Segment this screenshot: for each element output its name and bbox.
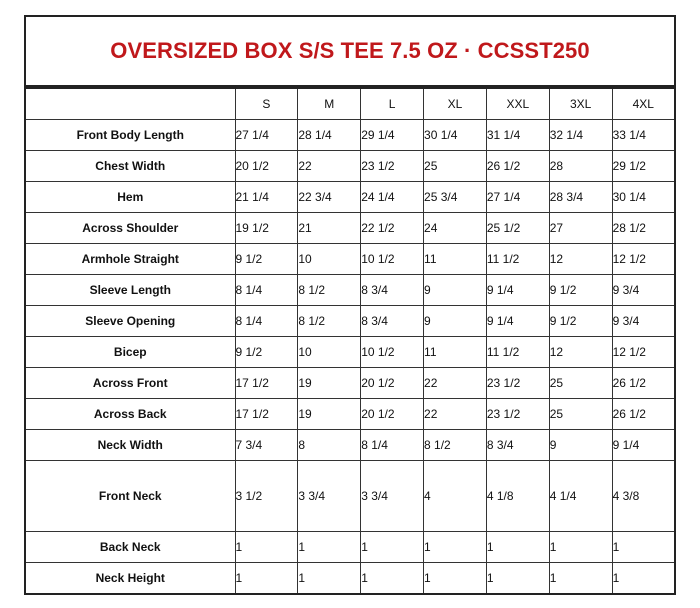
measurement-value: 8 1/2 (298, 306, 361, 337)
measurement-value: 25 1/2 (486, 213, 549, 244)
measurement-value: 22 (424, 399, 487, 430)
measurement-value: 9 1/4 (486, 275, 549, 306)
measurement-value: 12 (549, 244, 612, 275)
measurement-value: 22 (298, 151, 361, 182)
title-box (24, 15, 676, 87)
measurement-value: 12 (549, 337, 612, 368)
measurement-label: Across Back (25, 399, 235, 430)
measurement-value: 22 (424, 368, 487, 399)
measurement-label: Bicep (25, 337, 235, 368)
measurement-value: 9 3/4 (612, 306, 675, 337)
table-row (25, 275, 675, 306)
measurement-value: 9 1/2 (549, 275, 612, 306)
measurement-value: 29 1/2 (612, 151, 675, 182)
measurement-value: 28 (549, 151, 612, 182)
table-row (25, 461, 675, 532)
measurement-value: 10 1/2 (361, 337, 424, 368)
measurement-value: 8 1/2 (298, 275, 361, 306)
measurement-value: 32 1/4 (549, 120, 612, 151)
measurement-value: 25 (424, 151, 487, 182)
measurement-value: 26 1/2 (612, 399, 675, 430)
measurement-label: Hem (25, 182, 235, 213)
measurement-value: 10 (298, 244, 361, 275)
measurement-value: 22 1/2 (361, 213, 424, 244)
measurement-value: 28 1/4 (298, 120, 361, 151)
table-row (25, 337, 675, 368)
measurement-value: 1 (424, 563, 487, 595)
measurement-value: 27 (549, 213, 612, 244)
measurement-label: Across Shoulder (25, 213, 235, 244)
size-header: L (361, 88, 424, 120)
measurement-label: Chest Width (25, 151, 235, 182)
measurement-value: 4 (424, 461, 487, 532)
measurement-value: 17 1/2 (235, 368, 298, 399)
measurement-value: 27 1/4 (235, 120, 298, 151)
size-header: S (235, 88, 298, 120)
measurement-value: 3 3/4 (361, 461, 424, 532)
size-chart-table (24, 87, 676, 595)
measurement-value: 9 1/4 (612, 430, 675, 461)
measurement-value: 1 (486, 532, 549, 563)
measurement-value: 29 1/4 (361, 120, 424, 151)
measurement-value: 9 1/2 (235, 337, 298, 368)
measurement-value: 31 1/4 (486, 120, 549, 151)
measurement-value: 10 1/2 (361, 244, 424, 275)
measurement-value: 1 (235, 563, 298, 595)
measurement-value: 9 1/2 (549, 306, 612, 337)
measurement-value: 25 3/4 (424, 182, 487, 213)
table-row (25, 399, 675, 430)
measurement-value: 9 1/4 (486, 306, 549, 337)
measurement-value: 8 1/4 (235, 306, 298, 337)
measurement-value: 3 3/4 (298, 461, 361, 532)
measurement-label: Front Body Length (25, 120, 235, 151)
measurement-value: 9 (424, 306, 487, 337)
measurement-value: 24 1/4 (361, 182, 424, 213)
measurement-value: 21 (298, 213, 361, 244)
measurement-value: 1 (298, 563, 361, 595)
measurement-value: 1 (612, 532, 675, 563)
measurement-value: 12 1/2 (612, 244, 675, 275)
measurement-value: 19 (298, 368, 361, 399)
measurement-value: 28 3/4 (549, 182, 612, 213)
measurement-value: 8 1/4 (361, 430, 424, 461)
measurement-value: 1 (361, 563, 424, 595)
measurement-value: 8 3/4 (361, 275, 424, 306)
measurement-value: 24 (424, 213, 487, 244)
measurement-value: 11 (424, 337, 487, 368)
measurement-value: 9 1/2 (235, 244, 298, 275)
measurement-value: 28 1/2 (612, 213, 675, 244)
measurement-value: 20 1/2 (361, 399, 424, 430)
measurement-value: 3 1/2 (235, 461, 298, 532)
measurement-value: 8 3/4 (486, 430, 549, 461)
measurement-label: Sleeve Length (25, 275, 235, 306)
measurement-value: 1 (549, 532, 612, 563)
measurement-value: 27 1/4 (486, 182, 549, 213)
measurement-value: 1 (486, 563, 549, 595)
measurement-value: 20 1/2 (361, 368, 424, 399)
measurement-value: 11 1/2 (486, 244, 549, 275)
measurement-value: 20 1/2 (235, 151, 298, 182)
measurement-label: Neck Width (25, 430, 235, 461)
measurement-value: 17 1/2 (235, 399, 298, 430)
measurement-value: 25 (549, 368, 612, 399)
measurement-value: 23 1/2 (486, 368, 549, 399)
measurement-value: 1 (298, 532, 361, 563)
measurement-value: 10 (298, 337, 361, 368)
measurement-value: 7 3/4 (235, 430, 298, 461)
table-row (25, 120, 675, 151)
measurement-value: 8 1/2 (424, 430, 487, 461)
measurement-value: 4 1/4 (549, 461, 612, 532)
measurement-value: 26 1/2 (612, 368, 675, 399)
measurement-value: 11 1/2 (486, 337, 549, 368)
table-row (25, 532, 675, 563)
size-header: 4XL (612, 88, 675, 120)
measurement-value: 25 (549, 399, 612, 430)
measurement-value: 1 (235, 532, 298, 563)
table-row (25, 151, 675, 182)
measurement-value: 4 1/8 (486, 461, 549, 532)
measurement-value: 33 1/4 (612, 120, 675, 151)
table-row (25, 306, 675, 337)
measurement-value: 1 (361, 532, 424, 563)
measurement-label: Back Neck (25, 532, 235, 563)
measurement-value: 8 1/4 (235, 275, 298, 306)
measurement-value: 19 1/2 (235, 213, 298, 244)
measurement-label: Neck Height (25, 563, 235, 595)
page-title: OVERSIZED BOX S/S TEE 7.5 OZ · CCSST250 (110, 38, 590, 63)
measurement-value: 21 1/4 (235, 182, 298, 213)
measurement-value: 12 1/2 (612, 337, 675, 368)
table-row (25, 182, 675, 213)
header-row (25, 88, 675, 120)
measurement-value: 22 3/4 (298, 182, 361, 213)
size-header: 3XL (549, 88, 612, 120)
measurement-label: Armhole Straight (25, 244, 235, 275)
measurement-label: Across Front (25, 368, 235, 399)
measurement-value: 11 (424, 244, 487, 275)
size-header: XL (424, 88, 487, 120)
measurement-value: 1 (612, 563, 675, 595)
size-header: XXL (486, 88, 549, 120)
header-corner-cell (25, 88, 235, 120)
measurement-label: Sleeve Opening (25, 306, 235, 337)
measurement-value: 30 1/4 (424, 120, 487, 151)
measurement-value: 9 (549, 430, 612, 461)
measurement-value: 1 (424, 532, 487, 563)
measurement-value: 26 1/2 (486, 151, 549, 182)
measurement-value: 9 3/4 (612, 275, 675, 306)
measurement-value: 23 1/2 (361, 151, 424, 182)
measurement-value: 23 1/2 (486, 399, 549, 430)
measurement-value: 19 (298, 399, 361, 430)
size-header: M (298, 88, 361, 120)
measurement-value: 30 1/4 (612, 182, 675, 213)
table-body (25, 120, 675, 595)
table-row (25, 213, 675, 244)
table-row (25, 368, 675, 399)
measurement-value: 1 (549, 563, 612, 595)
table-row (25, 563, 675, 595)
measurement-value: 8 3/4 (361, 306, 424, 337)
measurement-value: 9 (424, 275, 487, 306)
measurement-value: 4 3/8 (612, 461, 675, 532)
measurement-value: 8 (298, 430, 361, 461)
table-row (25, 430, 675, 461)
table-row (25, 244, 675, 275)
measurement-label: Front Neck (25, 461, 235, 532)
